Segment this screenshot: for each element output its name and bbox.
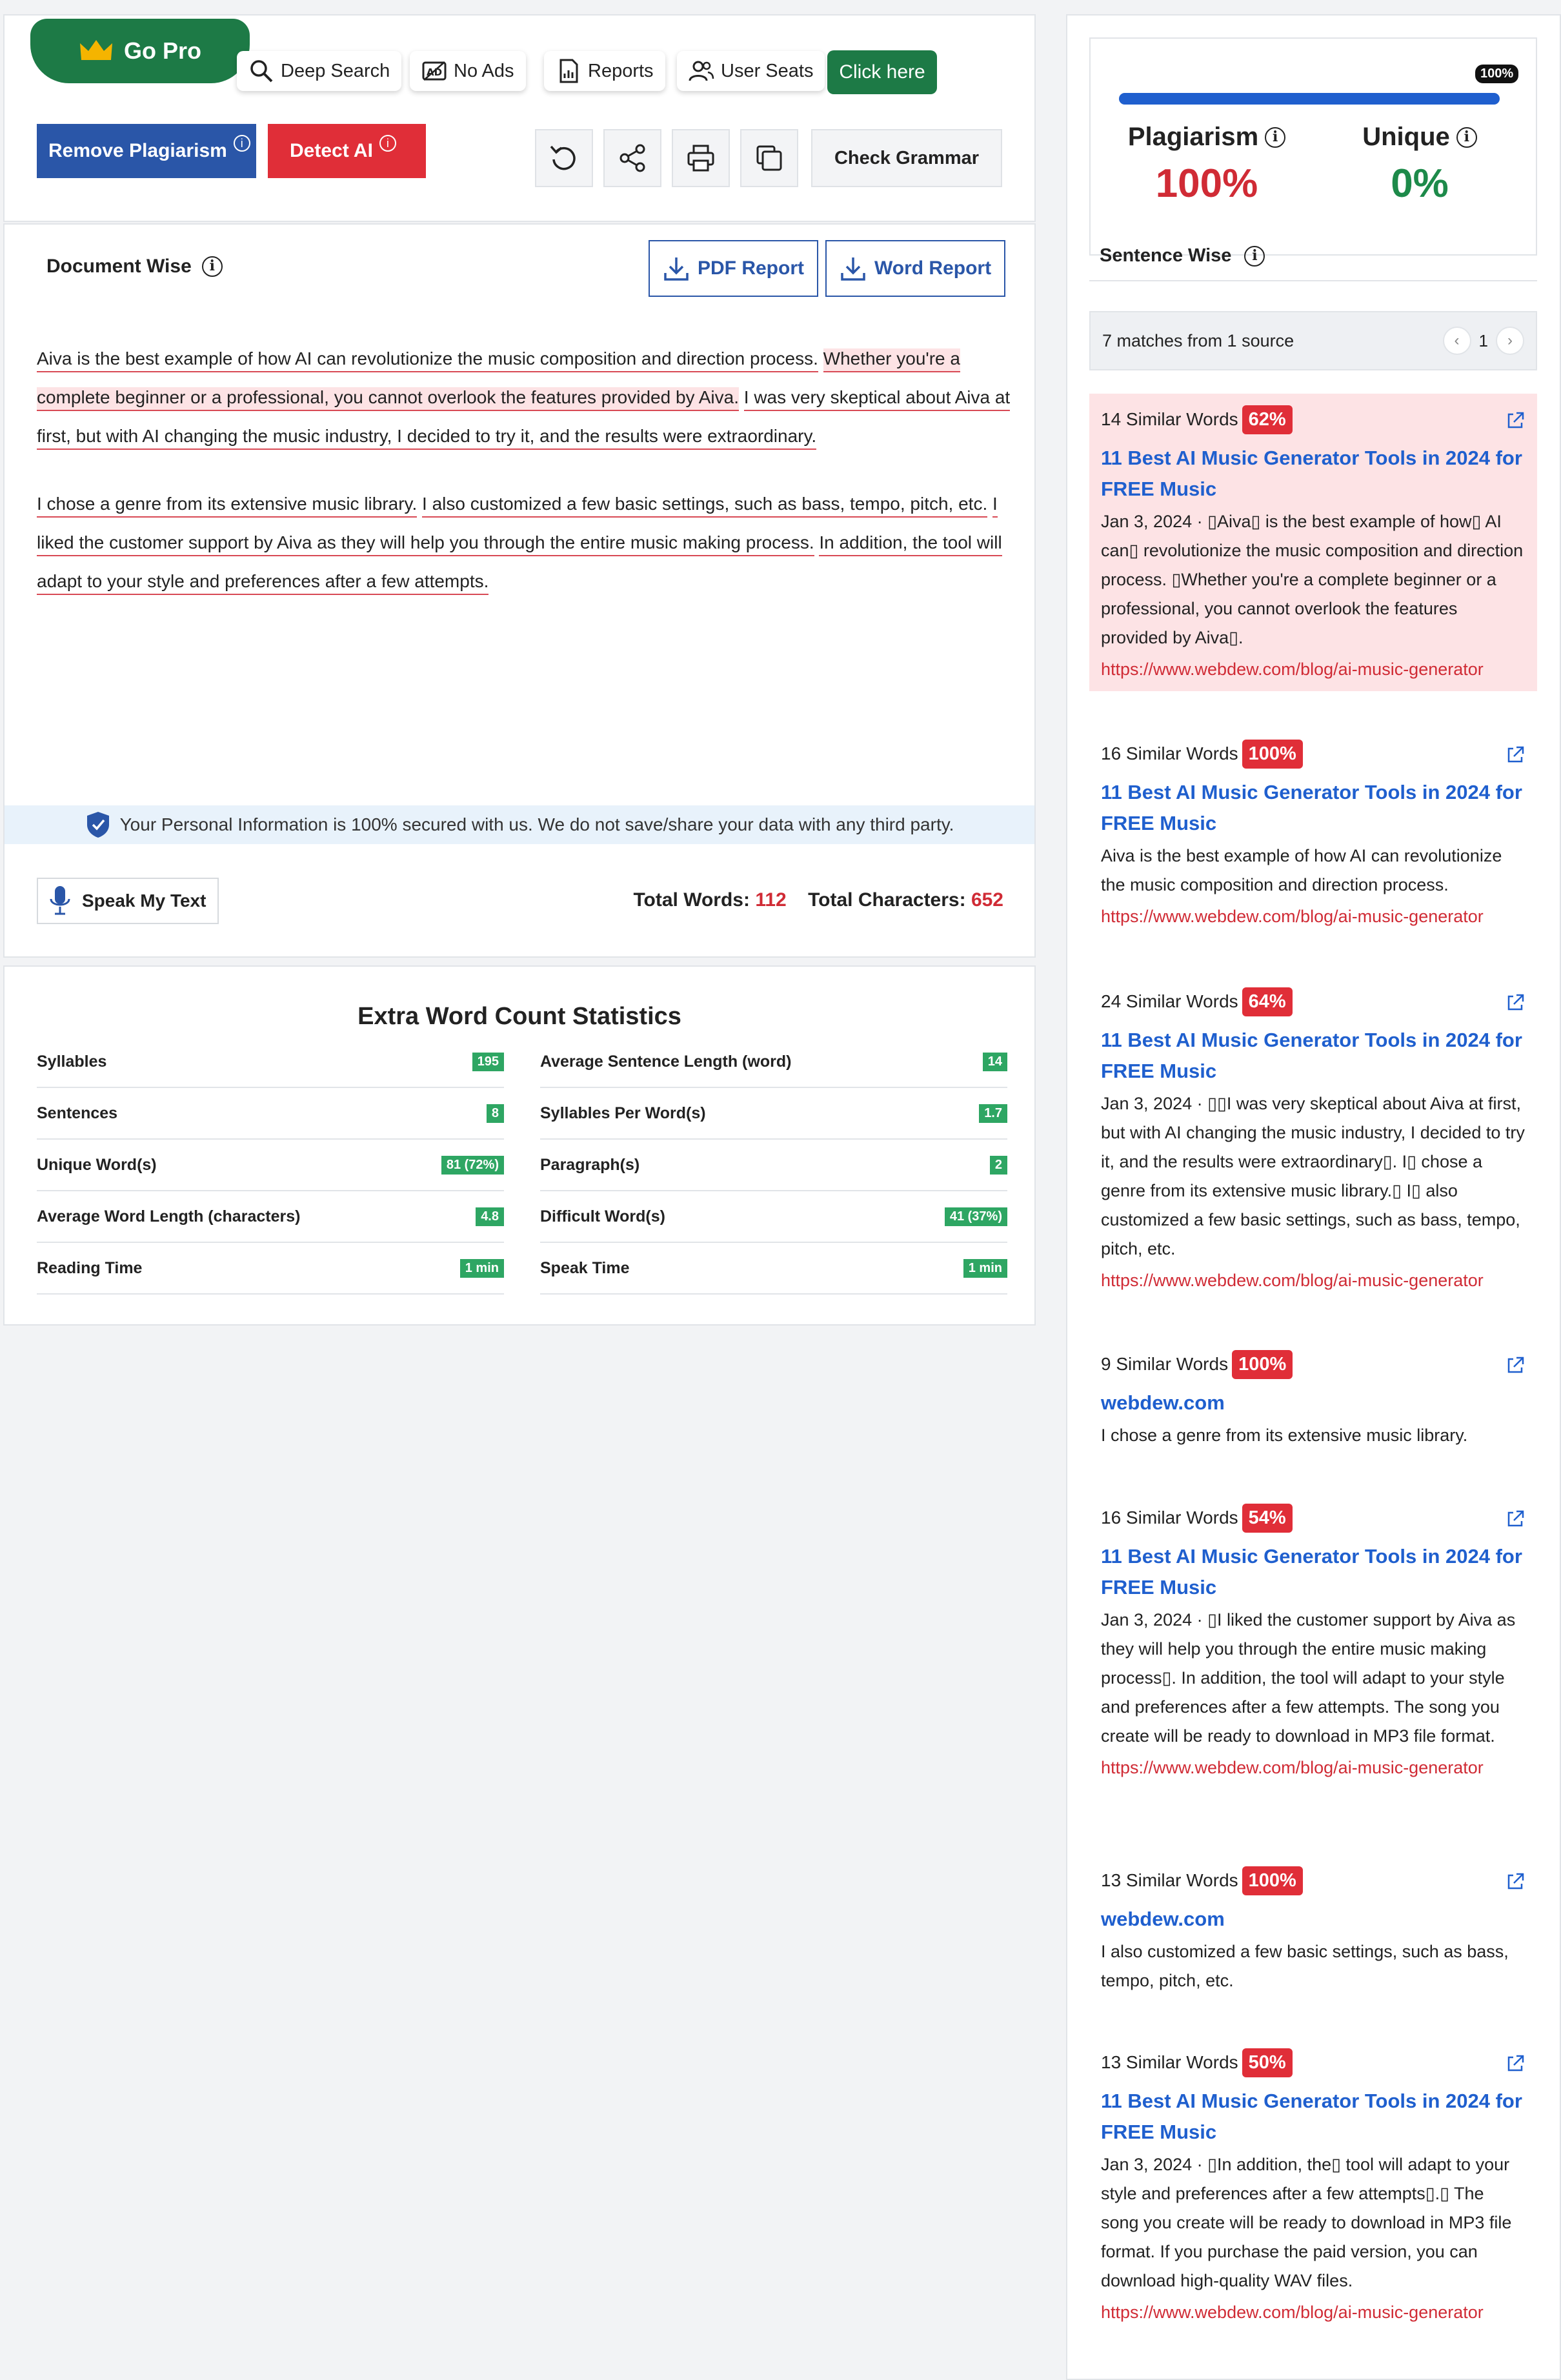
word-report-button[interactable] bbox=[825, 240, 1005, 297]
unique-heading bbox=[1323, 123, 1516, 152]
external-link-icon[interactable] bbox=[1505, 1871, 1526, 1892]
matches-summary-bar bbox=[1089, 311, 1537, 370]
deep-search-label: Deep Search bbox=[281, 60, 390, 81]
sentence[interactable]: Aiva is the best example of how AI can revolutionize the music composition and direction process. bbox=[37, 348, 818, 372]
match-source-url[interactable]: https://www.webdew.com/blog/ai-music-generator bbox=[1101, 2303, 1484, 2322]
stat-row bbox=[37, 1191, 504, 1243]
undo-icon bbox=[549, 143, 579, 174]
match-header bbox=[1101, 1347, 1526, 1381]
shield-check-icon bbox=[85, 811, 111, 839]
detect-ai-label: Detect AI bbox=[290, 140, 373, 161]
document-wise-label: Document Wise bbox=[46, 256, 192, 277]
similar-words-count: 9 Similar Words bbox=[1101, 1354, 1229, 1374]
remove-plagiarism-button[interactable] bbox=[37, 124, 256, 178]
document-wise-heading bbox=[46, 256, 223, 277]
plagiarism-label: Plagiarism bbox=[1127, 123, 1259, 151]
total-characters-label: Total Characters: bbox=[808, 889, 966, 911]
speak-my-text-label: Speak My Text bbox=[82, 891, 206, 911]
reset-button[interactable] bbox=[535, 129, 593, 187]
match-snippet: Jan 3, 2024 · ▯I liked the customer support by Aiva as they will help you through the entire music making process▯. In addition, the tool will adapt to your style and preferences after a few attempts. The song you create will be ready to download in MP3 file format. bbox=[1101, 1610, 1516, 1746]
statistics-column-left bbox=[37, 1036, 504, 1295]
progress-badge: 100% bbox=[1475, 65, 1518, 83]
stat-label: Average Sentence Length (word) bbox=[540, 1052, 792, 1071]
match-source-url[interactable]: https://www.webdew.com/blog/ai-music-generator bbox=[1101, 1758, 1484, 1777]
stat-row bbox=[540, 1243, 1007, 1295]
match-source-title[interactable]: webdew.com bbox=[1101, 1391, 1225, 1414]
statistics-column-right bbox=[540, 1036, 1007, 1295]
info-icon[interactable]: i bbox=[1456, 127, 1477, 148]
similar-words-count: 16 Similar Words bbox=[1101, 743, 1238, 763]
stat-row bbox=[540, 1088, 1007, 1140]
sentence-highlighted[interactable]: Whether you're a complete beginner or a professional, you cannot overlook the features provided by Aiva. bbox=[37, 348, 960, 411]
stat-row bbox=[540, 1140, 1007, 1191]
match-percentage-badge: 100% bbox=[1232, 1350, 1293, 1379]
stat-label: Sentences bbox=[37, 1104, 118, 1122]
sentence[interactable]: I also customized a few basic settings, such as bass, tempo, pitch, etc. bbox=[422, 494, 987, 518]
stat-label: Average Word Length (characters) bbox=[37, 1207, 301, 1225]
match-header bbox=[1101, 1501, 1526, 1535]
external-link-icon[interactable] bbox=[1505, 1509, 1526, 1529]
download-icon bbox=[840, 255, 867, 282]
chevron-right-icon[interactable]: › bbox=[1496, 327, 1524, 355]
match-header bbox=[1101, 403, 1526, 436]
matches-summary: 7 matches from 1 source bbox=[1102, 330, 1294, 350]
user-seats-button[interactable] bbox=[677, 51, 825, 91]
match-card[interactable] bbox=[1089, 1338, 1537, 1459]
total-words-label: Total Words: bbox=[633, 889, 750, 911]
match-card[interactable] bbox=[1089, 394, 1537, 691]
statistics-title: Extra Word Count Statistics bbox=[358, 1003, 681, 1030]
external-link-icon[interactable] bbox=[1505, 993, 1526, 1013]
plagiarism-value: 100% bbox=[1155, 161, 1258, 206]
unique-score bbox=[1323, 123, 1516, 207]
sentence-wise-label: Sentence Wise bbox=[1100, 245, 1232, 266]
reports-label: Reports bbox=[588, 60, 654, 81]
pagination bbox=[1443, 327, 1524, 355]
paragraph bbox=[37, 485, 1011, 601]
match-header bbox=[1101, 2046, 1526, 2079]
search-icon bbox=[248, 58, 274, 84]
info-icon[interactable]: i bbox=[379, 135, 396, 152]
match-source-title[interactable]: 11 Best AI Music Generator Tools in 2024 for FREE Music bbox=[1101, 447, 1522, 500]
pdf-report-label: PDF Report bbox=[698, 257, 804, 279]
stat-value: 2 bbox=[990, 1156, 1007, 1175]
user-seats-label: User Seats bbox=[721, 60, 814, 81]
toolbar-panel bbox=[3, 14, 1036, 222]
stat-label: Speak Time bbox=[540, 1258, 630, 1277]
match-percentage-badge: 100% bbox=[1242, 1866, 1303, 1895]
word-count-statistics bbox=[3, 965, 1036, 1326]
match-card[interactable] bbox=[1089, 976, 1537, 1302]
go-pro-button[interactable] bbox=[30, 19, 250, 83]
stat-row bbox=[540, 1036, 1007, 1088]
security-notice bbox=[5, 805, 1034, 844]
stat-label: Unique Word(s) bbox=[37, 1155, 157, 1174]
match-source-title[interactable]: webdew.com bbox=[1101, 1908, 1225, 1930]
match-source-title[interactable]: 11 Best AI Music Generator Tools in 2024 for FREE Music bbox=[1101, 1029, 1522, 1082]
document-text bbox=[37, 339, 1011, 630]
match-snippet: Jan 3, 2024 · ▯In addition, the▯ tool will adapt to your style and preferences after a few attempts▯.▯ The song you create will be ready to download in MP3 file format. If you purchase the paid version, you can download high-quality WAV files. bbox=[1101, 2155, 1512, 2290]
go-pro-label: Go Pro bbox=[123, 37, 201, 64]
info-icon[interactable]: i bbox=[1265, 127, 1285, 148]
users-icon bbox=[689, 58, 714, 84]
document-panel bbox=[3, 223, 1036, 958]
plagiarism-progress-fill bbox=[1119, 93, 1500, 105]
paragraph bbox=[37, 339, 1011, 456]
total-counts bbox=[633, 889, 1003, 911]
unique-label: Unique bbox=[1362, 123, 1450, 151]
external-link-icon[interactable] bbox=[1505, 410, 1526, 431]
copy-icon bbox=[754, 143, 785, 174]
info-icon[interactable]: i bbox=[234, 135, 250, 152]
share-icon bbox=[617, 143, 648, 174]
info-icon[interactable]: i bbox=[1244, 246, 1265, 267]
stat-label: Reading Time bbox=[37, 1258, 143, 1277]
report-document-icon bbox=[556, 58, 581, 84]
stat-value: 81 (72%) bbox=[441, 1156, 504, 1175]
match-source-title[interactable]: 11 Best AI Music Generator Tools in 2024 for FREE Music bbox=[1101, 2090, 1522, 2143]
unique-value: 0% bbox=[1391, 161, 1449, 206]
page-number: 1 bbox=[1478, 330, 1488, 350]
stat-value: 8 bbox=[487, 1104, 504, 1123]
match-percentage-badge: 100% bbox=[1242, 740, 1303, 769]
match-snippet: Jan 3, 2024 · ▯▯I was very skeptical about Aiva at first, but with AI changing the music industry, I decided to try it, and the results were extraordinary▯. I▯ chose a genre from its extensive music library.▯ I▯ also customized a few basic settings, such as bass, tempo, pitch, etc. bbox=[1101, 1094, 1525, 1258]
match-percentage-badge: 54% bbox=[1242, 1504, 1293, 1533]
similar-words-count: 13 Similar Words bbox=[1101, 2052, 1238, 2072]
sentence[interactable]: In addition, the tool will adapt to your style and preferences after a few attempts. bbox=[37, 532, 1002, 595]
check-grammar-button[interactable]: Check Grammar bbox=[811, 129, 1002, 187]
plagiarism-score bbox=[1110, 123, 1304, 207]
match-source-url[interactable]: https://www.webdew.com/blog/ai-music-generator bbox=[1101, 1271, 1484, 1290]
print-button[interactable] bbox=[672, 129, 730, 187]
detect-ai-button[interactable] bbox=[268, 124, 426, 178]
match-source-url[interactable]: https://www.webdew.com/blog/ai-music-generator bbox=[1101, 660, 1484, 679]
speak-my-text-button[interactable] bbox=[37, 878, 219, 924]
stat-value: 195 bbox=[472, 1053, 504, 1071]
stat-value: 41 (37%) bbox=[945, 1207, 1007, 1226]
stat-label: Paragraph(s) bbox=[540, 1155, 640, 1174]
stat-row bbox=[540, 1191, 1007, 1243]
match-percentage-badge: 62% bbox=[1242, 405, 1293, 434]
crown-icon bbox=[79, 38, 114, 64]
stat-row bbox=[37, 1243, 504, 1295]
match-header bbox=[1101, 737, 1526, 771]
match-source-title[interactable]: 11 Best AI Music Generator Tools in 2024 for FREE Music bbox=[1101, 1545, 1522, 1598]
total-characters-value: 652 bbox=[971, 889, 1003, 911]
results-panel bbox=[1066, 14, 1561, 2380]
similar-words-count: 14 Similar Words bbox=[1101, 409, 1238, 429]
external-link-icon[interactable] bbox=[1505, 1355, 1526, 1376]
info-icon[interactable]: i bbox=[202, 256, 223, 277]
match-card[interactable] bbox=[1089, 728, 1537, 938]
stat-label: Syllables Per Word(s) bbox=[540, 1104, 706, 1122]
stat-value: 14 bbox=[983, 1053, 1007, 1071]
match-card[interactable] bbox=[1089, 1492, 1537, 1790]
sentence[interactable]: I liked the customer support by Aiva as they will help you through the entire music making process. bbox=[37, 494, 998, 556]
deep-search-button[interactable] bbox=[237, 51, 401, 91]
match-snippet: I also customized a few basic settings, such as bass, tempo, pitch, etc. bbox=[1101, 1942, 1509, 1990]
match-source-url[interactable]: https://www.webdew.com/blog/ai-music-generator bbox=[1101, 907, 1484, 926]
match-percentage-badge: 50% bbox=[1242, 2048, 1293, 2077]
stat-value: 1.7 bbox=[979, 1104, 1007, 1123]
sentence[interactable]: I chose a genre from its extensive music library. bbox=[37, 494, 417, 518]
copy-button[interactable] bbox=[740, 129, 798, 187]
stat-row bbox=[37, 1088, 504, 1140]
printer-icon bbox=[685, 143, 716, 174]
share-button[interactable] bbox=[603, 129, 661, 187]
download-icon bbox=[663, 255, 690, 282]
external-link-icon[interactable] bbox=[1505, 745, 1526, 765]
match-snippet: I chose a genre from its extensive music library. bbox=[1101, 1426, 1468, 1445]
stat-label: Difficult Word(s) bbox=[540, 1207, 665, 1225]
remove-plagiarism-label: Remove Plagiarism bbox=[48, 140, 227, 161]
match-percentage-badge: 64% bbox=[1242, 987, 1293, 1016]
similar-words-count: 13 Similar Words bbox=[1101, 1870, 1238, 1890]
svg-text:AD: AD bbox=[426, 66, 443, 78]
divider bbox=[1089, 280, 1537, 281]
microphone-icon bbox=[47, 885, 73, 917]
match-snippet: Jan 3, 2024 · ▯Aiva▯ is the best example of how▯ AI can▯ revolutionize the music composition and direction process. ▯Whether you're a complete beginner or a professional, you cannot overlook the features provided by Aiva▯. bbox=[1101, 512, 1524, 647]
no-ads-button[interactable] bbox=[410, 51, 526, 91]
match-card[interactable] bbox=[1089, 2037, 1537, 2334]
similar-words-count: 16 Similar Words bbox=[1101, 1508, 1238, 1528]
stat-value: 4.8 bbox=[476, 1207, 504, 1226]
match-source-title[interactable]: 11 Best AI Music Generator Tools in 2024 for FREE Music bbox=[1101, 781, 1522, 834]
stat-row bbox=[37, 1140, 504, 1191]
reports-button[interactable] bbox=[544, 51, 665, 91]
match-card[interactable] bbox=[1089, 1855, 1537, 2004]
stat-label: Syllables bbox=[37, 1052, 107, 1071]
stat-value: 1 min bbox=[460, 1259, 504, 1278]
match-header bbox=[1101, 985, 1526, 1018]
plagiarism-progress-bar bbox=[1119, 93, 1500, 105]
match-snippet: Aiva is the best example of how AI can revolutionize the music composition and direction process. bbox=[1101, 846, 1502, 894]
match-header bbox=[1101, 1864, 1526, 1897]
stat-row bbox=[37, 1036, 504, 1088]
external-link-icon[interactable] bbox=[1505, 2053, 1526, 2074]
total-words-value: 112 bbox=[755, 889, 787, 911]
chevron-left-icon[interactable]: ‹ bbox=[1443, 327, 1471, 355]
no-ads-icon bbox=[421, 58, 447, 84]
security-notice-text: Your Personal Information is 100% secured with us. We do not save/share your data with any third party. bbox=[119, 814, 954, 834]
plagiarism-heading bbox=[1110, 123, 1304, 152]
sentence-wise-heading bbox=[1100, 245, 1265, 267]
word-report-label: Word Report bbox=[874, 257, 992, 279]
pdf-report-button[interactable] bbox=[649, 240, 818, 297]
stat-value: 1 min bbox=[963, 1259, 1007, 1278]
similar-words-count: 24 Similar Words bbox=[1101, 991, 1238, 1011]
click-here-button[interactable]: Click here bbox=[827, 50, 937, 94]
no-ads-label: No Ads bbox=[454, 60, 514, 81]
sentence[interactable]: I was very skeptical about Aiva at first, but with AI changing the music industry, I decided to try it, and the results were extraordinary. bbox=[37, 387, 1010, 450]
plagiarism-summary bbox=[1089, 37, 1537, 256]
